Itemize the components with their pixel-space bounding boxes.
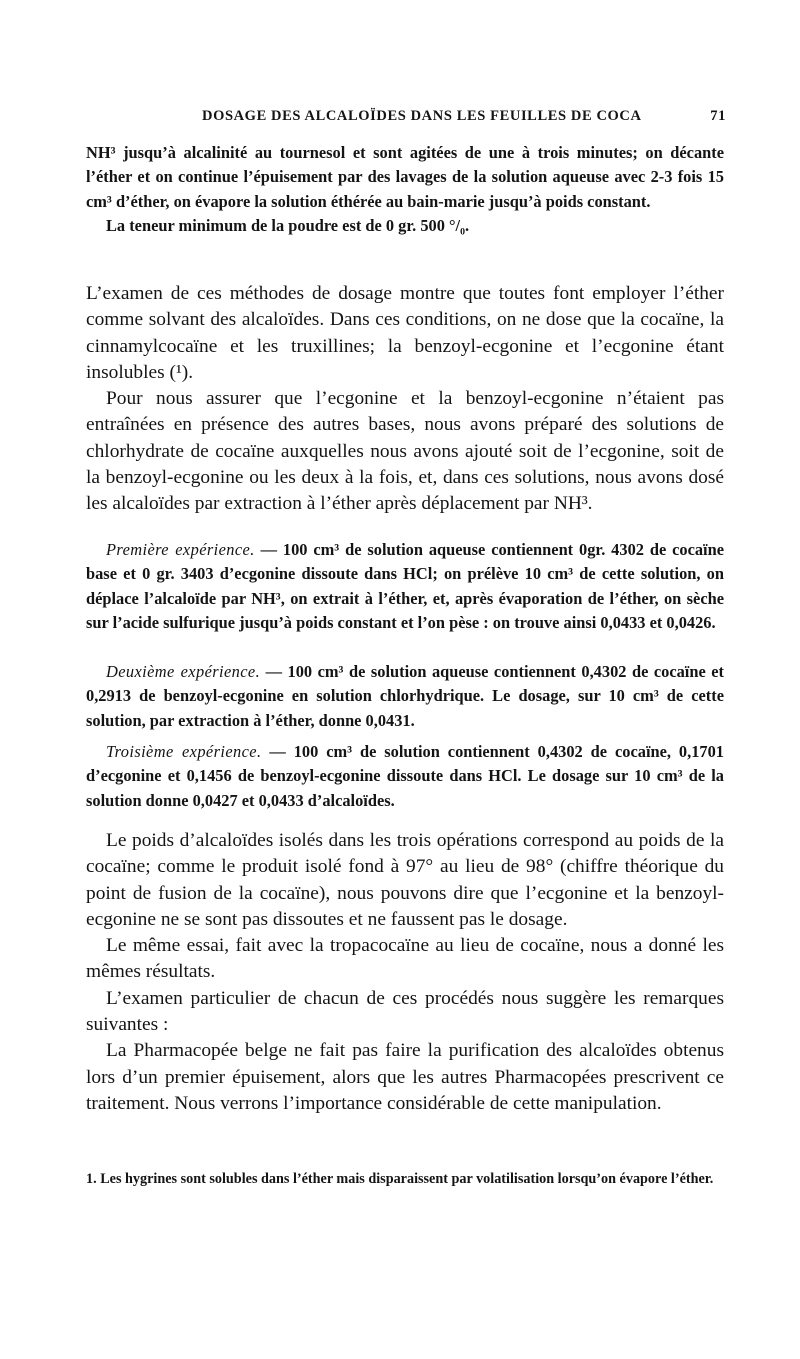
experiment-3-paragraph <box>86 740 724 813</box>
experiment-2-text: — 100 cm³ de solution aqueuse contiennent 0,4302 de cocaïne et 0,2913 de benzoyl-ecgonine en solution chlorhydrique. Le dosage, sur 10 cm³ de cette solution, par extraction à l’éther, donne 0,0431. <box>86 662 724 730</box>
experiment-1 <box>86 538 724 636</box>
experiment-2-label: Deuxième expérience. <box>106 662 261 681</box>
intro-section <box>86 141 724 239</box>
body1-paragraph-2: Pour nous assurer que l’ecgonine et la benzoyl-ecgonine n’étaient pas entraînées en présence des autres bases, nous avons préparé des solutions de chlorhydrate de cocaïne auxquelles nous avons ajouté soit de l’ecgonine, soit de la benzoyl-ecgonine ou les deux à la fois, et, dans ces solutions, nous avons dosé les alcaloïdes par extraction à l’éther après déplacement par NH³. <box>86 388 724 515</box>
experiment-1-text: — 100 cm³ de solution aqueuse contiennent 0gr. 4302 de cocaïne base et 0 gr. 3403 d’ecgonine dissoute dans HCl; on prélève 10 cm³ de cette solution, on déplace l’alcaloïde par NH³, on extrait à l’éther, et, après évaporation de l’éther, on sèche sur l’acide sulfurique jusqu’à poids constant et l’on pèse : on trouve ainsi 0,0433 et 0,0426. <box>86 540 725 633</box>
body2-paragraph-1: Le poids d’alcaloïdes isolés dans les trois opérations correspond au poids de la cocaïne; comme le produit isolé fond à 97° au lieu de 98° (chiffre théorique du point de fusion de la cocaïne), nous pouvons dire que l’ecgonine et la benzoyl-ecgonine ne se sont pas dissoutes et ne faussent pas le dosage. <box>86 830 724 930</box>
body2-paragraph-3: L’examen particulier de chacun de ces procédés nous suggère les remarques suivantes : <box>86 987 724 1036</box>
experiment-1-label: Première expérience. <box>106 540 255 559</box>
intro-paragraph-2: La teneur minimum de la poudre est de 0 gr. 500 °/₀. <box>106 216 470 236</box>
intro-paragraph-1: NH³ jusqu’à alcalinité au tournesol et sont agitées de une à trois minutes; on décante l’éther et on continue l’épuisement par des lavages de la solution aqueuse avec 2-3 fois 15 cm³ d’éther, on évapore la solution éthérée au bain-marie jusqu’à poids constant. <box>86 143 724 211</box>
footnote-text: 1. Les hygrines sont solubles dans l’éther mais disparaissent par volatilisation lorsqu’on évapore l’éther. <box>86 1171 714 1187</box>
body-section-2 <box>86 828 724 1117</box>
footnote <box>86 1169 724 1189</box>
experiment-3-label: Troisième expérience. <box>106 742 262 761</box>
experiment-3-text: — 100 cm³ de solution contiennent 0,4302 de cocaïne, 0,1701 d’ecgonine et 0,1456 de benzoyl-ecgonine dissoute dans HCl. Le dosage sur 10 cm³ de la solution donne 0,0427 et 0,0433 d’alcaloïdes. <box>86 742 724 810</box>
running-title: DOSAGE DES ALCALOÏDES DANS LES FEUILLES DE COCA <box>202 108 642 124</box>
experiment-1-paragraph <box>86 538 724 636</box>
body2-paragraph-4: La Pharmacopée belge ne fait pas faire la purification des alcaloïdes obtenus lors d’un premier épuisement, alors que les autres Pharmacopées prescrivent ce traitement. Nous verrons l’importance considérable de cette manipulation. <box>86 1040 724 1114</box>
page-number: 71 <box>710 108 726 124</box>
experiment-2 <box>86 660 724 733</box>
running-header <box>86 108 726 125</box>
experiment-2-paragraph <box>86 660 724 733</box>
experiment-3 <box>86 740 724 813</box>
body2-paragraph-2: Le même essai, fait avec la tropacocaïne au lieu de cocaïne, nous a donné les mêmes résultats. <box>86 935 724 983</box>
body-section-1 <box>86 281 724 518</box>
body1-paragraph-1: L’examen de ces méthodes de dosage montre que toutes font employer l’éther comme solvant des alcaloïdes. Dans ces conditions, on ne dose que la cocaïne, la cinnamylcocaïne et les truxillines; la benzoyl-ecgonine et l’ecgonine étant insolubles (¹). <box>86 283 724 383</box>
